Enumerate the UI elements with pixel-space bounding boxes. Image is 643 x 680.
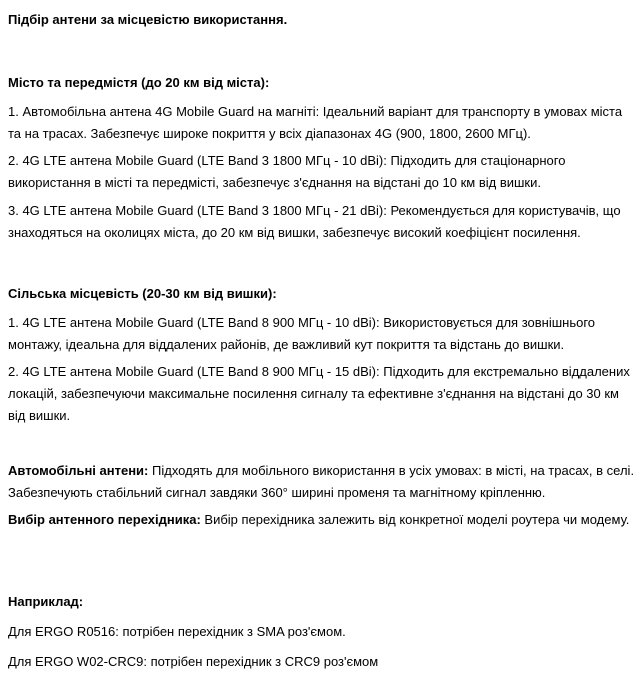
note-car-antennas (8, 460, 635, 504)
example-line-2: Для ERGO W02-CRC9: потрібен перехідник з CRC9 роз'ємом (8, 654, 379, 669)
example-line-1: Для ERGO R0516: потрібен перехідник з SMA роз'ємом. (8, 624, 346, 639)
rural-item-1: 1. 4G LTE антена Mobile Guard (LTE Band 8 900 МГц - 10 dBi): Використовується для зовнішнього монтажу, ідеальна для віддалених районів, де важливий кут покриття та відстань до вишки. (8, 315, 596, 352)
rural-item-2: 2. 4G LTE антена Mobile Guard (LTE Band 8 900 МГц - 15 dBi): Підходить для екстремально віддалених локацій, забезпечуючи максимальне посилення сигналу та ефективне з'єднання на відстані до 30 км від вишки. (8, 364, 630, 423)
note-adapter-choice-label: Вибір антенного перехідника: (8, 512, 201, 527)
city-item-2: 2. 4G LTE антена Mobile Guard (LTE Band 3 1800 МГц - 10 dBi): Підходить для стаціонарного використання в місті та передмісті, забезпечує з'єднання на відстані до 10 км від вишки. (8, 153, 566, 190)
note-car-antennas-label: Автомобільні антени: (8, 463, 149, 478)
rural-section-heading: Сільська місцевість (20-30 км від вишки): (8, 286, 277, 301)
note-car-antennas-text: Підходять для мобільного використання в усіх умовах: в місті, на трасах, в селі. Забезпечують стабільний сигнал завдяки 360° ширині променя та магнітному кріпленню. (8, 463, 635, 500)
example-heading: Наприклад: (8, 594, 84, 609)
city-item-1: 1. Автомобільна антена 4G Mobile Guard на магніті: Ідеальний варіант для транспорту в умовах міста та на трасах. Забезпечує широке покриття у всіх діапазонах 4G (900, 1800, 2600 МГц). (8, 104, 623, 141)
note-adapter-choice-text: Вибір перехідника залежить від конкретної моделі роутера чи модему. (200, 512, 630, 527)
note-adapter-choice (8, 509, 635, 531)
page-title: Підбір антени за місцевістю використання. (8, 12, 288, 27)
city-item-3: 3. 4G LTE антена Mobile Guard (LTE Band 3 1800 МГц - 21 dBi): Рекомендується для користувачів, що знаходяться на околицях міста, до 20 км від вишки, забезпечує високий коефіцієнт посилення. (8, 203, 621, 240)
city-section-heading: Місто та передмістя (до 20 км від міста): (8, 75, 270, 90)
